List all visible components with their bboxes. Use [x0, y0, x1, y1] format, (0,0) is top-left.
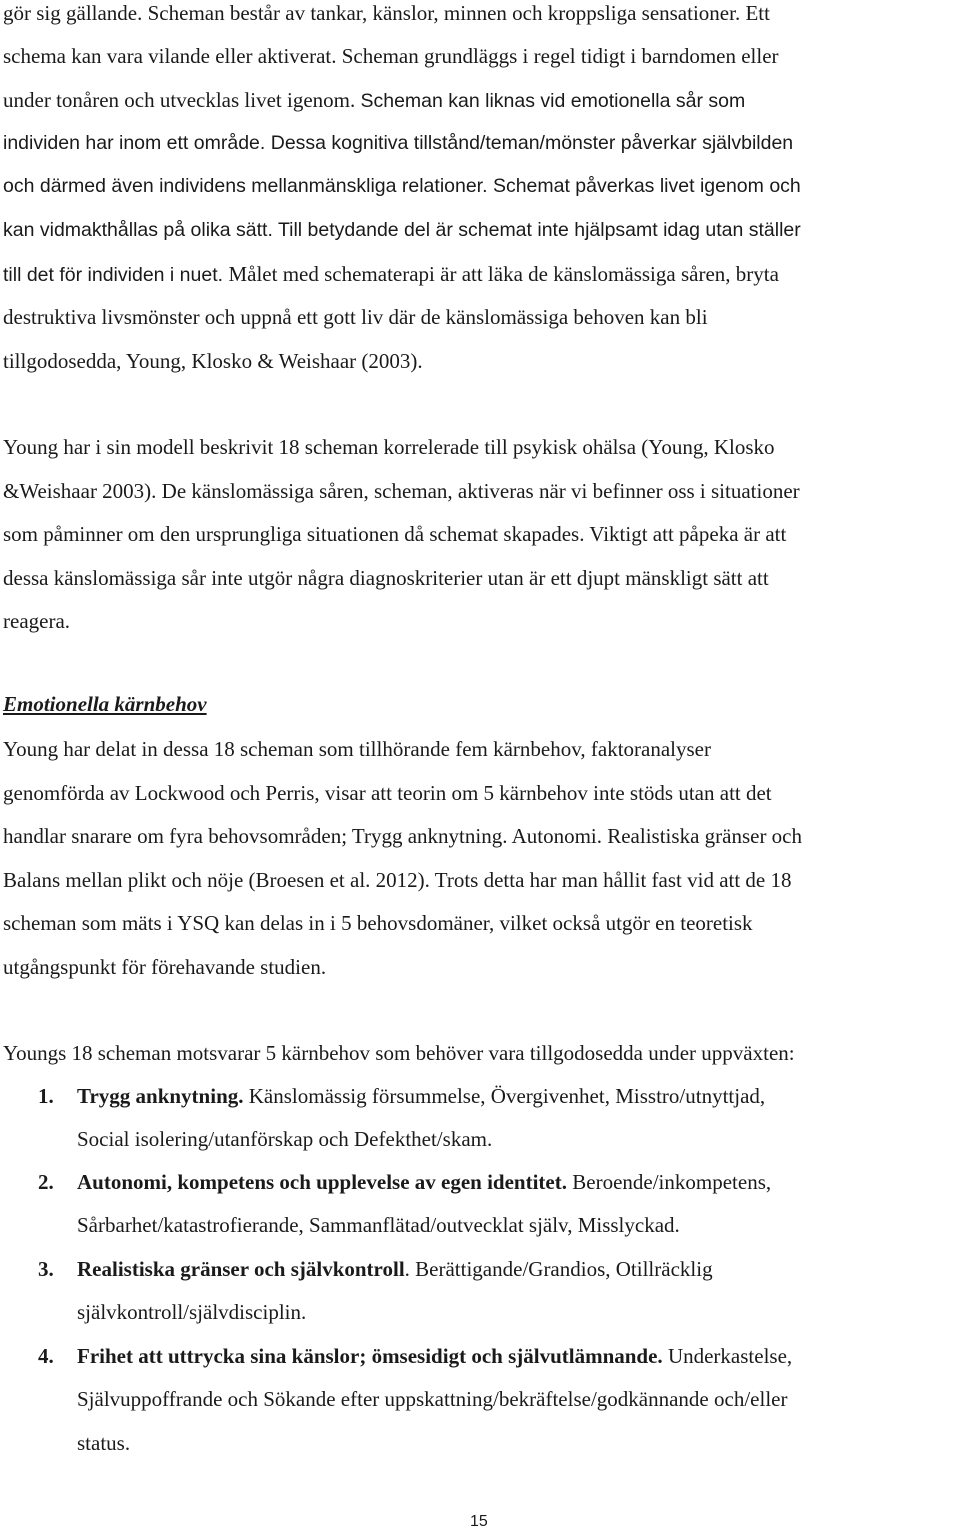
text-line — [3, 868, 792, 893]
text-segment: utgångspunkt för förehavande studien. — [3, 955, 327, 979]
list-item-title: Autonomi, kompetens och upplevelse av egen identitet. — [77, 1170, 567, 1194]
text-line — [3, 955, 326, 980]
text-line — [3, 435, 775, 460]
list-item-title: Frihet att uttrycka sina känslor; ömsesidigt och självutlämnande. — [77, 1344, 663, 1368]
text-segment: genomförda av Lockwood och Perris, visar att teorin om 5 kärnbehov inte stöds utan att det — [3, 781, 772, 805]
list-item-title: Trygg anknytning. — [77, 1084, 244, 1108]
text-segment: som påminner om den ursprungliga situationen då schemat skapades. Viktigt att påpeka är att — [3, 522, 787, 546]
text-line: Sårbarhet/katastrofierande, Sammanflätad/outvecklat själv, Misslyckad. — [77, 1213, 680, 1237]
text-segment: under tonåren och utvecklas livet igenom. — [3, 88, 361, 112]
text-line — [3, 88, 745, 113]
text-segment: reagera. — [3, 609, 71, 633]
text-segment: Till betydande del är schemat inte hjälpsamt idag utan ställer — [277, 219, 801, 241]
text-segment: destruktiva livsmönster och uppnå ett gott liv där de känslomässiga behoven kan bli — [3, 305, 708, 329]
text-segment: Young har i sin modell beskrivit 18 scheman korrelerade till psykisk ohälsa (Young, Klosko — [3, 435, 775, 459]
text-line — [3, 349, 423, 374]
text-segment: Dessa kognitiva tillstånd/teman/mönster påverkar självbilden — [270, 132, 794, 154]
text-line: självkontroll/självdisciplin. — [77, 1300, 307, 1324]
text-segment: Scheman kan liknas vid emotionella sår som — [360, 90, 746, 112]
text-line — [3, 566, 769, 591]
text-segment: handlar snarare om fyra behovsområden; Trygg anknytning. Autonomi. Realistiska gränser och — [3, 824, 803, 848]
text-line: status. — [77, 1431, 131, 1455]
text-line — [77, 1170, 771, 1195]
list-item-title: Realistiska gränser och självkontroll — [77, 1257, 405, 1281]
text-segment: Målet med schematerapi är att läka de känslomässiga såren, bryta — [228, 262, 779, 286]
text-segment: Balans mellan plikt och nöje (Broesen et al. 2012). Trots detta har man hållit fast vid att de 18 — [3, 868, 792, 892]
text-segment: tillgodosedda, Young, Klosko & Weishaar (2003). — [3, 349, 423, 373]
text-segment: Young har delat in dessa 18 scheman som tillhörande fem kärnbehov, faktoranalyser — [3, 737, 711, 761]
text-segment: Underkastelse, — [662, 1344, 793, 1368]
text-segment: Känslomässig försummelse, Övergivenhet, Misstro/utnyttjad, — [243, 1084, 766, 1108]
text-line — [3, 522, 786, 547]
page-number: 15 — [470, 1513, 488, 1530]
text-line — [3, 44, 779, 69]
text-line — [3, 305, 708, 330]
list-number: 2. — [38, 1170, 54, 1194]
text-line — [3, 132, 793, 155]
section-heading: Emotionella kärnbehov — [3, 692, 207, 716]
text-line — [3, 781, 772, 806]
text-segment: scheman som mäts i YSQ kan delas in i 5 behovsdomäner, vilket också utgör en teoretisk — [3, 911, 753, 935]
text-line — [3, 262, 779, 287]
text-segment: individen har inom ett område. — [3, 132, 271, 154]
text-line — [3, 824, 802, 849]
text-segment: dessa känslomässiga sår inte utgör några diagnoskriterier utan är ett djupt mänskligt sätt att — [3, 566, 769, 590]
text-line — [77, 1257, 713, 1282]
text-line — [3, 911, 753, 936]
text-segment: gör sig gällande. Scheman består av tankar, känslor, minnen och kroppsliga sensationer. Ett — [3, 1, 770, 25]
text-segment: &Weishaar 2003). De känslomässiga såren, scheman, aktiveras när vi befinner oss i situationer — [3, 479, 800, 503]
text-line — [3, 1, 770, 26]
text-line: Social isolering/utanförskap och Defekthet/skam. — [77, 1127, 493, 1151]
list-number: 3. — [38, 1257, 54, 1281]
text-segment: Schemat påverkas livet igenom och — [492, 175, 801, 197]
text-line — [3, 609, 70, 634]
text-line — [3, 175, 801, 198]
text-line — [3, 479, 800, 504]
text-segment: och därmed även individens mellanmänskliga relationer. — [3, 175, 493, 197]
text-line — [77, 1084, 765, 1109]
paragraph-list-intro: Youngs 18 scheman motsvarar 5 kärnbehov som behöver vara tillgodosedda under uppväxten: — [3, 1041, 795, 1065]
text-segment: . Berättigande/Grandios, Otillräcklig — [404, 1257, 713, 1281]
text-segment: Beroende/inkompetens, — [567, 1170, 772, 1194]
text-segment: schema kan vara vilande eller aktiverat. Scheman grundläggs i regel tidigt i barndomen eller — [3, 44, 779, 68]
text-line — [3, 219, 801, 242]
text-segment: till det för individen i nuet. — [3, 264, 229, 286]
list-number: 1. — [38, 1084, 54, 1108]
text-line — [77, 1344, 792, 1369]
list-number: 4. — [38, 1344, 54, 1368]
text-line: Självuppoffrande och Sökande efter uppskattning/bekräftelse/godkännande och/eller — [77, 1387, 788, 1411]
text-line — [3, 737, 711, 762]
text-segment: kan vidmakthållas på olika sätt. — [3, 219, 278, 241]
